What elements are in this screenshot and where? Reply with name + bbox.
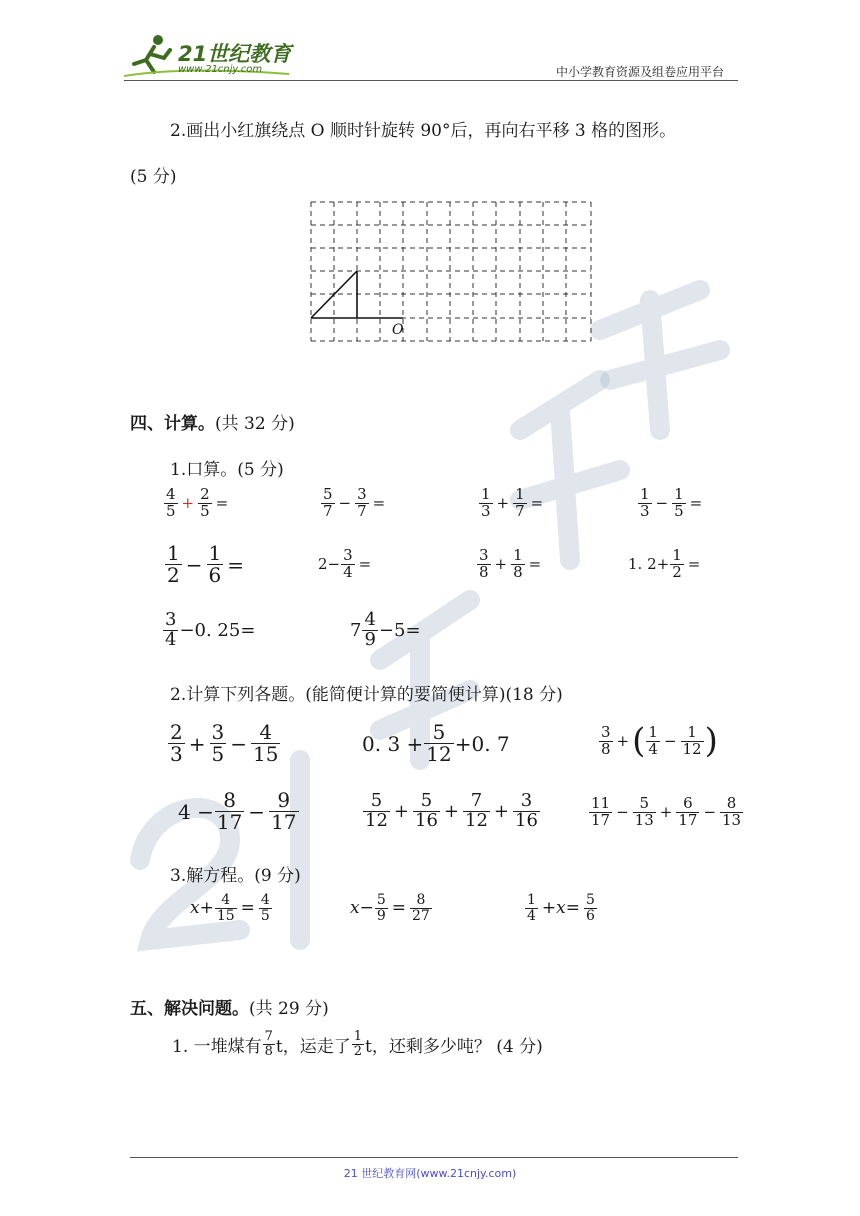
- oral-item: 2− $\frac{3}{4}$ =: [318, 546, 372, 581]
- calc-title: 2.计算下列各题。(能简便计算的要简便计算)(18 分): [170, 685, 563, 705]
- footer-link[interactable]: 21 世纪教育网(www.21cnjy.com): [343, 1167, 517, 1180]
- equation-item: x− $\frac{5}{9}$ = $\frac{8}{27}$: [350, 892, 430, 924]
- q2-text: 2.画出小红旗绕点 O 顺时针旋转 90°后，再向右平移 3 格的图形。: [170, 121, 677, 141]
- q2-score: (5 分): [130, 167, 177, 187]
- oral-item: 1 3 − $\frac{1}{5}$ =: [640, 485, 703, 520]
- section4-title: 四、计算。(共 32 分): [130, 414, 295, 434]
- calc-expression: 5 12 + $\frac{5}{16}$ + $\frac{7}{12}$ + $\frac{3}{16}$: [365, 790, 538, 831]
- brand-name: 21世纪教育: [178, 42, 292, 66]
- platform-title: 中小学教育资源及组卷应用平台: [555, 65, 724, 79]
- oral-item: 3 4 −0. 25=: [165, 609, 256, 650]
- calc-expression: 4 − $\frac{8}{17}$ − $\frac{9}{17}$: [178, 788, 297, 834]
- equation-item: x+ $\frac{4}{15}$ = $\frac{4}{5}$: [190, 892, 270, 924]
- header-divider: [124, 80, 738, 81]
- oral-item: 4 5 + $\frac{2}{5}$ =: [166, 485, 229, 520]
- point-o-label: O: [392, 322, 404, 338]
- oral-item: 3 8 + $\frac{1}{8}$ =: [479, 546, 542, 581]
- oral-item: 7 4 9 −5=: [350, 609, 421, 650]
- oral-calc-title: 1.口算。(5 分): [170, 460, 284, 480]
- section5-title: 五、解决问题。(共 29 分): [130, 999, 329, 1019]
- calc-expression: 0. 3 + $\frac{5}{12}$ +0. 7: [362, 720, 510, 766]
- rotation-grid: [310, 201, 592, 343]
- footer-divider: [130, 1157, 738, 1158]
- equation-item: 1 4 +x= $\frac{5}{6}$: [527, 892, 595, 924]
- brand-url: www.21cnjy.com: [178, 64, 263, 75]
- oral-item: 1 3 + $\frac{1}{7}$ =: [481, 485, 544, 520]
- oral-item: 5 7 − $\frac{3}{7}$ =: [323, 485, 386, 520]
- equation-title: 3.解方程。(9 分): [170, 866, 301, 886]
- calc-expression: 2 3 + $\frac{3}{5}$ − $\frac{4}{15}$: [170, 720, 279, 766]
- calc-expression: 11 17 − $\frac{5}{13}$ + $\frac{6}{17}$ − $\frac{8}{13}$: [591, 794, 742, 829]
- calc-expression: 3 8 + ( 1 4 − $\frac{1}{12}$ ): [601, 721, 718, 761]
- oral-item: 1 2 − $\frac{1}{6}$ =: [167, 541, 244, 587]
- problem-1: 1. 一堆煤有 7 8 t，运走了 1 2 t，还剩多少吨？ (4 分): [172, 1029, 543, 1059]
- oral-item: 1. 2+ $\frac{1}{2}$ =: [628, 546, 701, 581]
